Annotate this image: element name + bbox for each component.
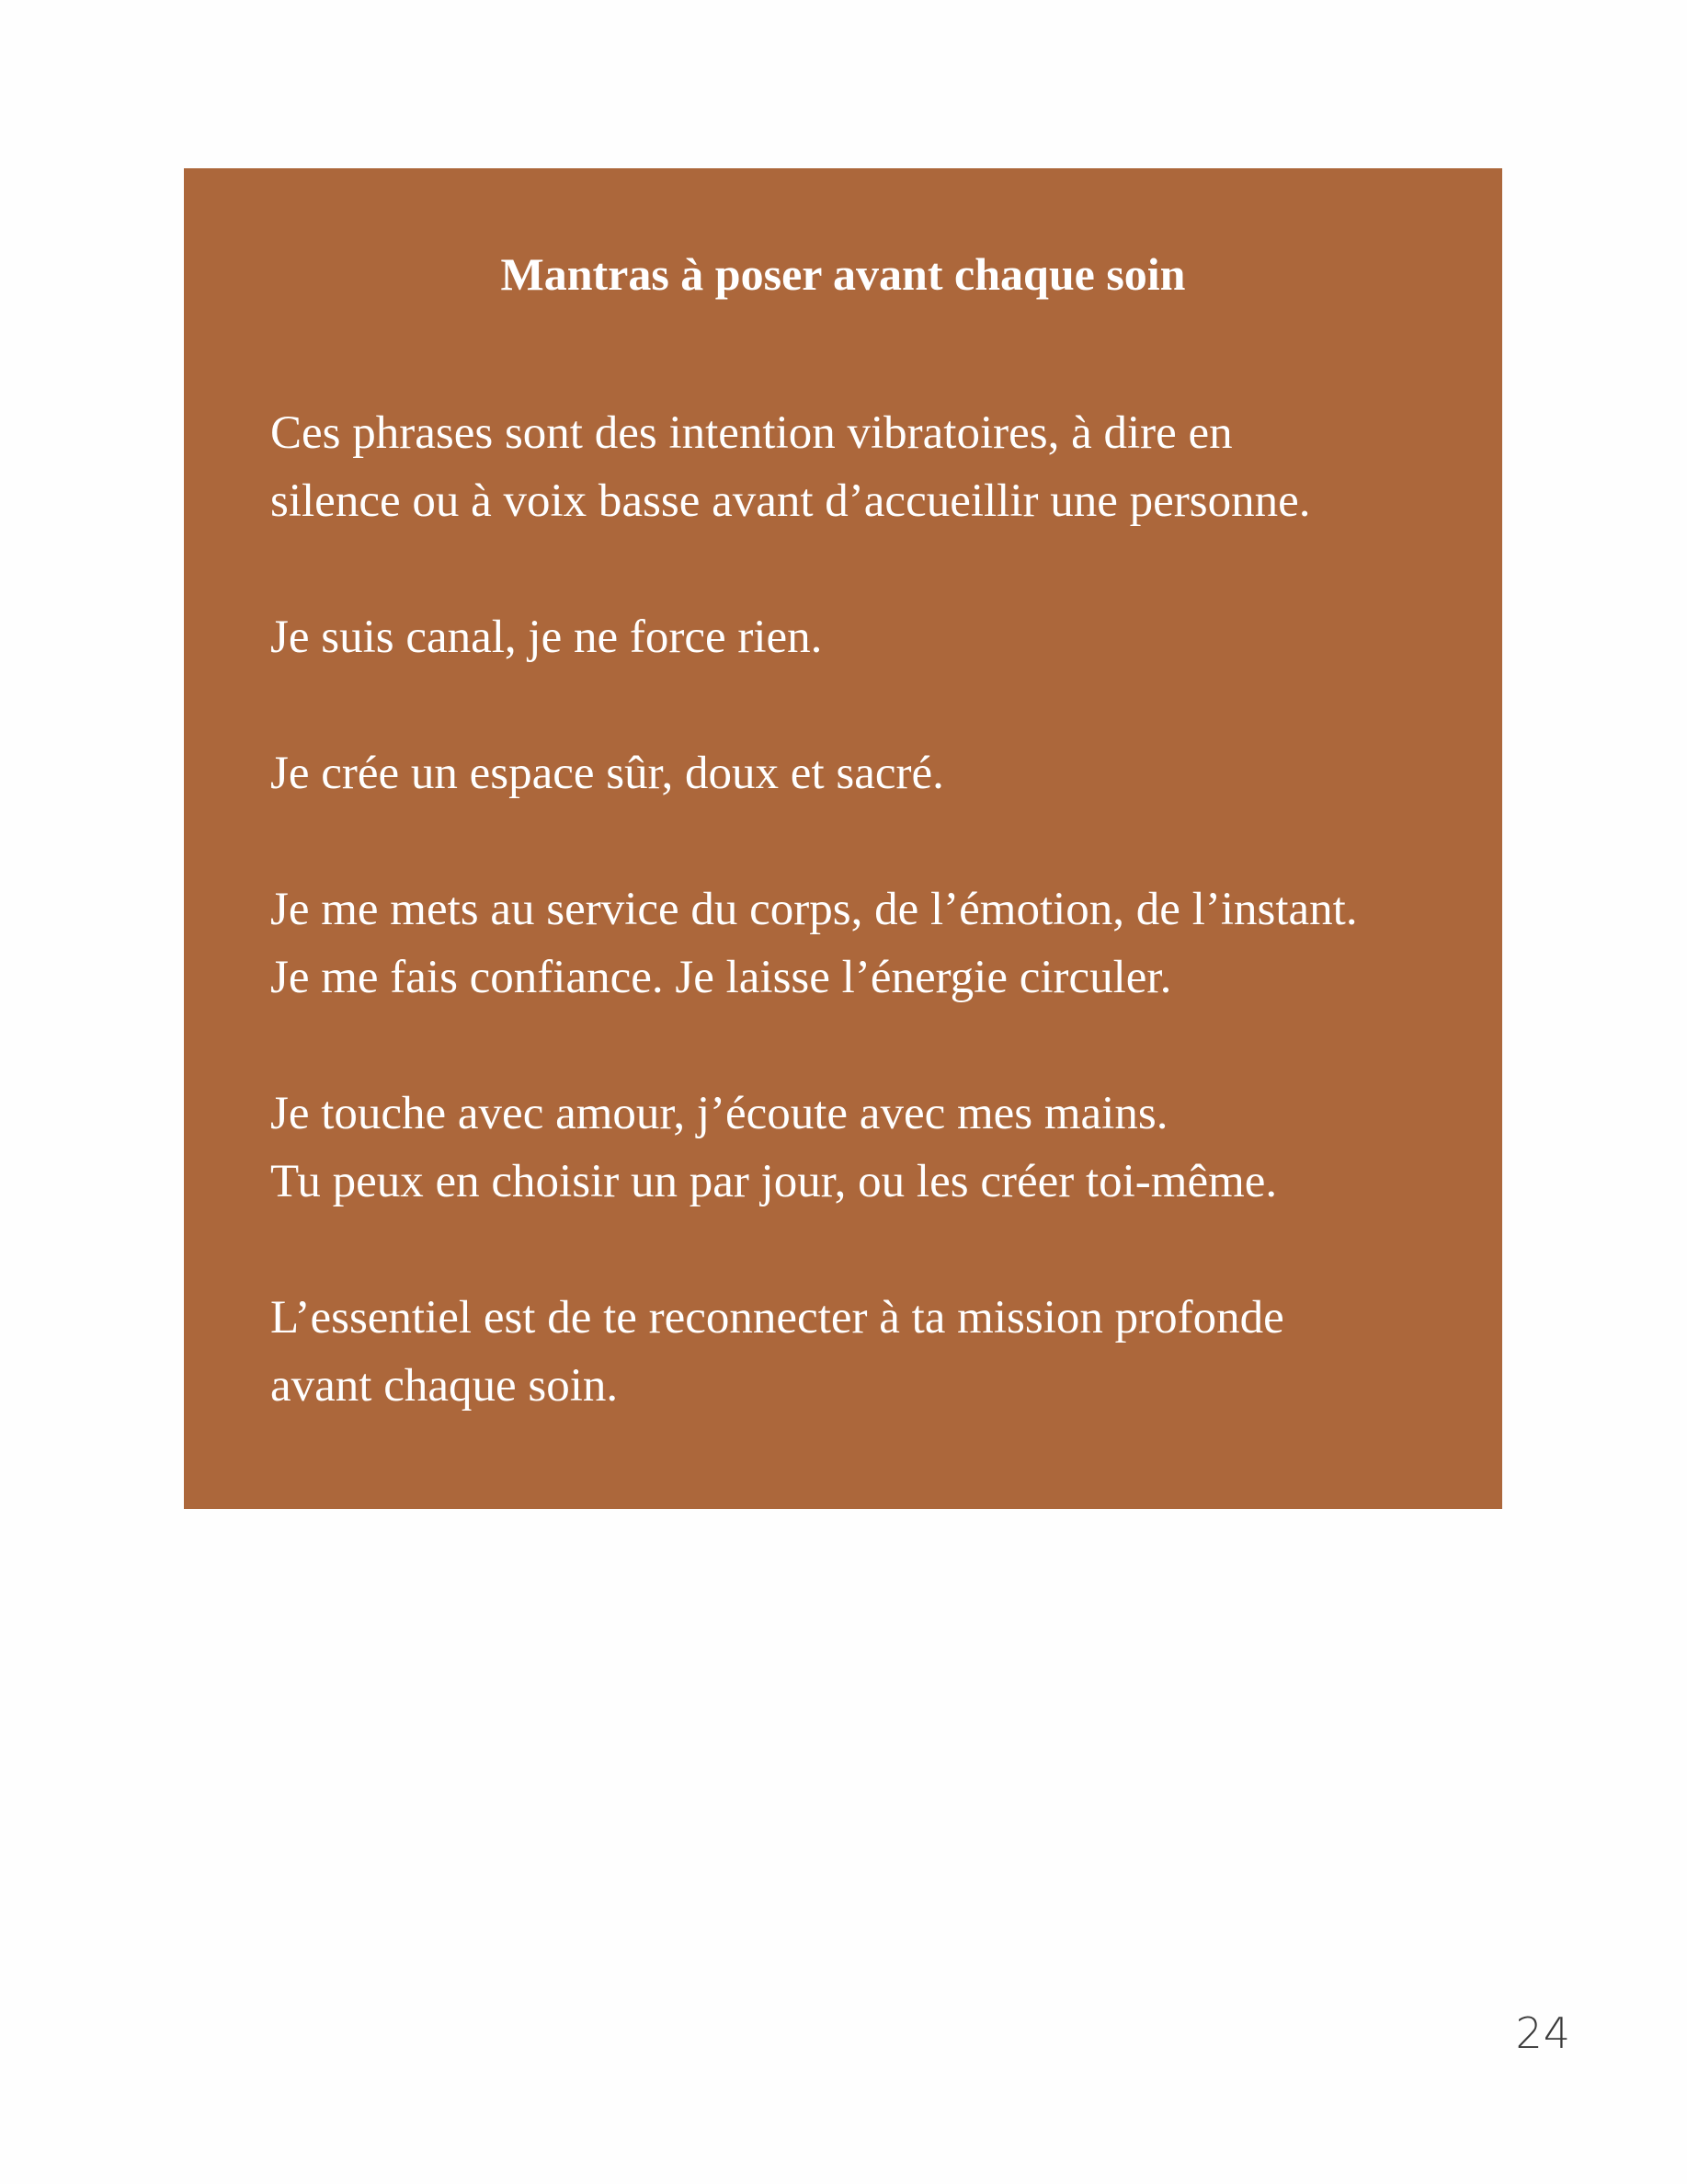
mantra-panel (184, 168, 1502, 1509)
mantra-line: Je suis canal, je ne force rien. (270, 612, 823, 663)
closing-line: L’essentiel est de te reconnecter à ta mission profonde (270, 1292, 1284, 1344)
panel-title: Mantras à poser avant chaque soin (500, 248, 1186, 300)
intro-line: silence ou à voix basse avant d’accueillir une personne. (270, 475, 1311, 527)
closing-paragraph (270, 1284, 1502, 1420)
mantra-line: Je crée un espace sûr, doux et sacré. (270, 748, 944, 799)
mantra-line: Tu peux en choisir un par jour, ou les créer toi-même. (270, 1156, 1278, 1207)
mantra-line: Je me fais confiance. Je laisse l’énergie circuler. (270, 952, 1172, 1003)
intro-paragraph (270, 399, 1502, 535)
mantra-paragraph (270, 875, 1502, 1012)
mantra-line: Je me mets au service du corps, de l’émotion, de l’instant. (270, 884, 1358, 935)
mantra-paragraph (270, 1080, 1502, 1216)
intro-line: Ces phrases sont des intention vibratoires, à dire en (270, 407, 1233, 459)
closing-line: avant chaque soin. (270, 1360, 619, 1412)
mantra-line: Je touche avec amour, j’écoute avec mes mains. (270, 1088, 1168, 1139)
mantra-paragraph (270, 739, 1502, 807)
mantra-paragraph (270, 603, 1502, 671)
page-number: 24 (1515, 2008, 1571, 2058)
